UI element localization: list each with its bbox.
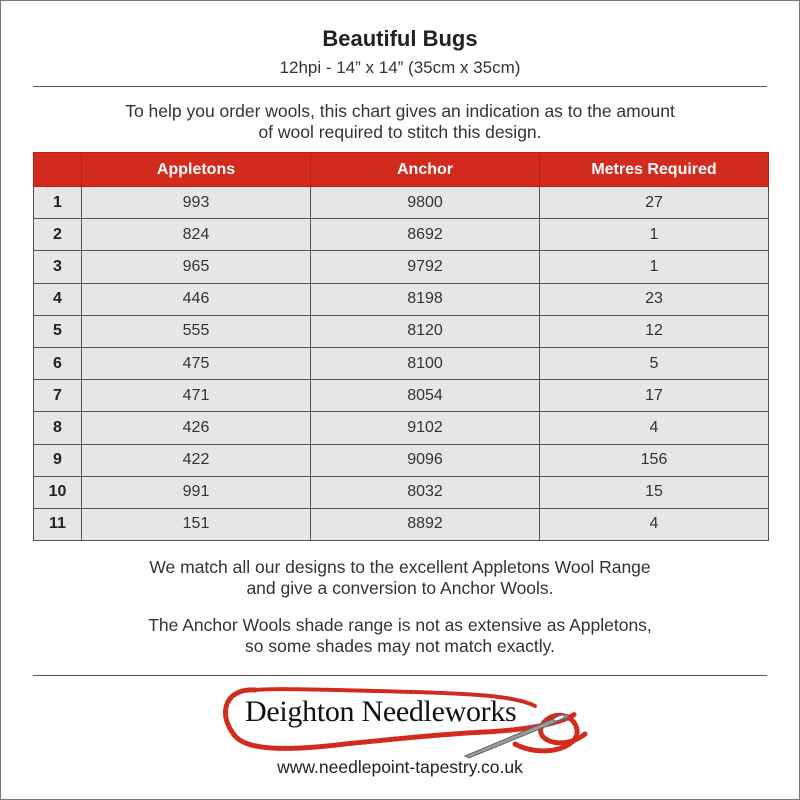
anchor-cell: 8100 <box>311 347 540 379</box>
row-number-cell: 1 <box>34 187 82 219</box>
table-row <box>34 251 769 283</box>
table-row <box>34 347 769 379</box>
metres-cell: 156 <box>540 444 769 476</box>
row-number-cell: 7 <box>34 380 82 412</box>
table-row <box>34 315 769 347</box>
anchor-cell: 8054 <box>311 380 540 412</box>
row-number-cell: 9 <box>34 444 82 476</box>
appletons-cell: 555 <box>82 315 311 347</box>
appletons-cell: 965 <box>82 251 311 283</box>
appletons-cell: 446 <box>82 283 311 315</box>
top-divider <box>33 86 767 87</box>
anchor-cell: 8892 <box>311 508 540 540</box>
anchor-cell: 9102 <box>311 412 540 444</box>
anchor-cell: 8120 <box>311 315 540 347</box>
column-header-appletons: Appletons <box>82 153 311 187</box>
wool-table <box>33 152 769 541</box>
table-row <box>34 444 769 476</box>
intro-text <box>0 101 800 143</box>
appletons-cell: 993 <box>82 187 311 219</box>
table-row <box>34 508 769 540</box>
table-row <box>34 380 769 412</box>
metres-cell: 4 <box>540 412 769 444</box>
row-number-cell: 4 <box>34 283 82 315</box>
row-number-cell: 6 <box>34 347 82 379</box>
appletons-cell: 151 <box>82 508 311 540</box>
row-number-cell: 5 <box>34 315 82 347</box>
match-note-line-2: and give a conversion to Anchor Wools. <box>246 578 554 598</box>
anchor-cell: 9800 <box>311 187 540 219</box>
table-row <box>34 412 769 444</box>
metres-cell: 4 <box>540 508 769 540</box>
table-row <box>34 476 769 508</box>
website-link[interactable]: www.needlepoint-tapestry.co.uk <box>277 757 523 777</box>
anchor-cell: 9792 <box>311 251 540 283</box>
intro-line-1: To help you order wools, this chart gives an indication as to the amount <box>125 101 675 121</box>
table-row <box>34 187 769 219</box>
anchor-cell: 8692 <box>311 219 540 251</box>
row-number-cell: 2 <box>34 219 82 251</box>
appletons-cell: 471 <box>82 380 311 412</box>
column-header-metres: Metres Required <box>540 153 769 187</box>
appletons-cell: 422 <box>82 444 311 476</box>
metres-cell: 15 <box>540 476 769 508</box>
brand-name: Deighton Needleworks <box>245 695 517 728</box>
page-subtitle: 12hpi - 14” x 14” (35cm x 35cm) <box>279 58 521 77</box>
row-number-cell: 10 <box>34 476 82 508</box>
range-note-line-2: so some shades may not match exactly. <box>245 636 555 656</box>
metres-cell: 5 <box>540 347 769 379</box>
intro-line-2: of wool required to stitch this design. <box>258 122 542 142</box>
anchor-cell: 8032 <box>311 476 540 508</box>
column-header-index <box>34 153 82 187</box>
row-number-cell: 8 <box>34 412 82 444</box>
metres-cell: 12 <box>540 315 769 347</box>
appletons-cell: 824 <box>82 219 311 251</box>
metres-cell: 27 <box>540 187 769 219</box>
anchor-cell: 9096 <box>311 444 540 476</box>
table-row <box>34 219 769 251</box>
match-note <box>0 557 800 599</box>
match-note-line-1: We match all our designs to the excellent Appletons Wool Range <box>149 557 651 577</box>
table-row <box>34 283 769 315</box>
page-title: Beautiful Bugs <box>322 26 478 51</box>
row-number-cell: 11 <box>34 508 82 540</box>
metres-cell: 23 <box>540 283 769 315</box>
metres-cell: 1 <box>540 219 769 251</box>
anchor-cell: 8198 <box>311 283 540 315</box>
appletons-cell: 426 <box>82 412 311 444</box>
bottom-divider <box>33 675 767 676</box>
range-note <box>0 615 800 657</box>
metres-cell: 17 <box>540 380 769 412</box>
table-header-row <box>34 153 769 187</box>
row-number-cell: 3 <box>34 251 82 283</box>
appletons-cell: 475 <box>82 347 311 379</box>
column-header-anchor: Anchor <box>311 153 540 187</box>
metres-cell: 1 <box>540 251 769 283</box>
range-note-line-1: The Anchor Wools shade range is not as extensive as Appletons, <box>148 615 652 635</box>
appletons-cell: 991 <box>82 476 311 508</box>
